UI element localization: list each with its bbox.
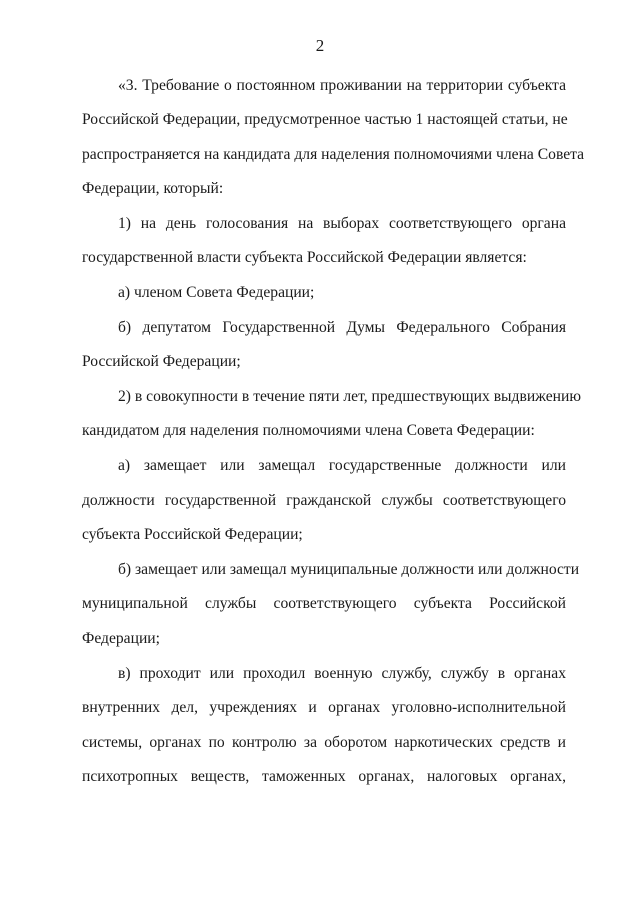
- text-line: Федерации;: [82, 630, 160, 647]
- text-line: Российской Федерации, предусмотренное частью 1 настоящей статьи, не: [82, 111, 568, 128]
- text-line: а) членом Совета Федерации;: [118, 284, 315, 301]
- text-line: б) депутатом Государственной Думы Федерального Собрания: [118, 319, 566, 336]
- text-line: муниципальной службы соответствующего субъекта Российской: [82, 595, 566, 612]
- text-line: в) проходит или проходил военную службу, службу в органах: [118, 665, 566, 682]
- text-line: «3. Требование о постоянном проживании на территории субъекта: [118, 77, 566, 94]
- text-line: кандидатом для наделения полномочиями члена Совета Федерации:: [82, 422, 535, 439]
- text-line: системы, органах по контролю за оборотом наркотических средств и: [82, 734, 566, 751]
- text-line: Российской Федерации;: [82, 353, 241, 370]
- text-line: государственной власти субъекта Российской Федерации является:: [82, 249, 527, 266]
- text-line: 1) на день голосования на выборах соответствующего органа: [118, 215, 566, 232]
- text-line: должности государственной гражданской службы соответствующего: [82, 492, 566, 509]
- text-line: Федерации, который:: [82, 180, 224, 197]
- page-number: 2: [315, 36, 325, 55]
- text-line: распространяется на кандидата для наделения полномочиями члена Совета: [82, 146, 585, 163]
- text-line: субъекта Российской Федерации;: [82, 526, 303, 543]
- text-line: внутренних дел, учреждениях и органах уголовно-исполнительной: [82, 699, 566, 716]
- text-line: б) замещает или замещал муниципальные должности или должности: [118, 561, 580, 578]
- text-line: психотропных веществ, таможенных органах, налоговых органах,: [82, 768, 566, 785]
- text-line: 2) в совокупности в течение пяти лет, предшествующих выдвижению: [118, 388, 582, 405]
- text-line: а) замещает или замещал государственные должности или: [118, 457, 566, 474]
